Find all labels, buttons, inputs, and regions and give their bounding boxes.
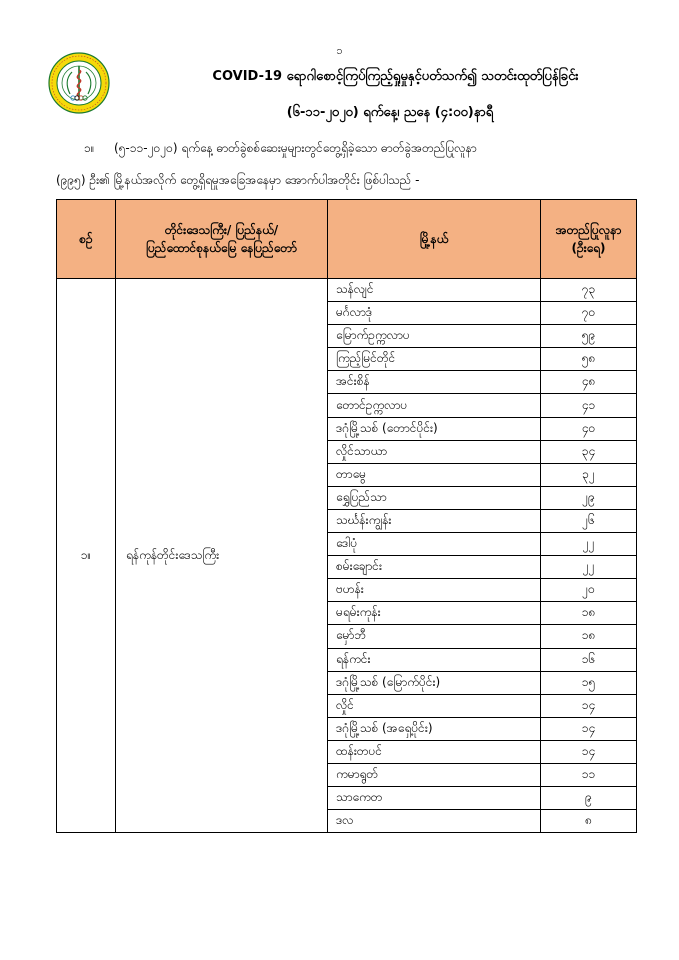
cases-cell: ၂၉ [541,486,637,509]
township-cell: ရန်ကင်း [328,648,541,671]
township-cell: လှိုင် [328,694,541,717]
page-number: ၁ [336,44,343,57]
table-header-row [57,200,637,279]
township-cell: မြောက်ဥက္ကလာပ [328,325,541,348]
paragraph-number: ၁။ [84,141,95,155]
cases-cell: ၅၈ [541,348,637,371]
township-cell: ကမာရွတ် [328,763,541,786]
cases-cell: ၁၆ [541,648,637,671]
header-township: မြို့နယ် [328,200,541,279]
township-cell: ဗဟန်း [328,579,541,602]
cases-cell: ၂၀ [541,579,637,602]
cases-cell: ၄၁ [541,394,637,417]
township-cell: ကြည့်မြင်တိုင် [328,348,541,371]
cases-cell: ၃၂ [541,463,637,486]
township-cell: အင်းစိန် [328,371,541,394]
township-cell: လှိုင်သာယာ [328,440,541,463]
intro-paragraph-line-2: (၉၉၅) ဦး၏ မြို့နယ်အလိုက် တွေ့ရှိရမှုအခြေအနေမှာ အောက်ပါအတိုင်း ဖြစ်ပါသည် - [56,173,420,187]
cases-cell: ၁၄ [541,740,637,763]
serial-cell: ၁။ [57,279,116,833]
township-cell: တာမွေ [328,463,541,486]
table-row [57,279,637,302]
cases-cell: ၁၈ [541,625,637,648]
cases-cell: ၂၂ [541,533,637,556]
township-cell: စမ်းချောင်း [328,556,541,579]
township-cell: မရမ်းကုန်း [328,602,541,625]
cases-cell: ၅၉ [541,325,637,348]
cases-cell: ၁၁ [541,763,637,786]
document-date: (၆-၁၁-၂၀၂၀) ရက်နေ့၊ ညနေ (၄:၀၀)နာရီ [286,105,494,120]
township-cell: ထန်းတပင် [328,740,541,763]
cases-table [56,199,637,833]
header-serial: စဉ် [57,200,116,279]
cases-cell: ၁၅ [541,671,637,694]
township-cell: သာကေတ [328,787,541,810]
intro-paragraph-line-1 [56,140,636,158]
header-cases: အတည်ပြုလူနာ (ဦးရေ) [541,200,637,279]
cases-cell: ၄၈ [541,371,637,394]
cases-cell: ၂၂ [541,556,637,579]
cases-cell: ၁၄ [541,694,637,717]
paragraph-text-1: (၅-၁၁-၂၀၂၀) ရက်နေ့ ဓာတ်ခွဲစစ်ဆေးမှုများတွင်တွေ့ရှိခဲ့သော ဓာတ်ခွဲအတည်ပြုလူနာ [114,141,477,155]
document-title: COVID-19 ရောဂါစောင့်ကြပ်ကြည့်ရှုမှုနှင့်ပတ်သက်၍ သတင်းထုတ်ပြန်ခြင်း [212,69,579,84]
township-cell: မင်္ဂလာဒုံ [328,302,541,325]
township-cell: ဒဂုံမြို့သစ် (အရှေ့ပိုင်း) [328,717,541,740]
cases-cell: ၇၃ [541,279,637,302]
township-cell: ဒဂုံမြို့သစ် (မြောက်ပိုင်း) [328,671,541,694]
header-region: တိုင်းဒေသကြီး/ ပြည်နယ်/ ပြည်ထောင်စုနယ်မြေ နေပြည်တော် [116,200,328,279]
cases-cell: ၂၆ [541,509,637,532]
township-cell: ဒေါပုံ [328,533,541,556]
cases-cell: ၉ [541,787,637,810]
region-cell: ရန်ကုန်တိုင်းဒေသကြီး [116,279,328,833]
township-cell: သင်္ဃန်းကျွန်း [328,509,541,532]
township-cell: သန်လျင် [328,279,541,302]
cases-cell: ၇၀ [541,302,637,325]
township-cell: ဒဂုံမြို့သစ် (တောင်ပိုင်း) [328,417,541,440]
township-cell: ရွှေပြည်သာ [328,486,541,509]
ministry-of-health-logo [48,52,110,114]
cases-cell: ၁၄ [541,717,637,740]
cases-cell: ၁၈ [541,602,637,625]
cases-cell: ၃၄ [541,440,637,463]
cases-cell: ၈ [541,810,637,833]
township-cell: တောင်ဥက္ကလာပ [328,394,541,417]
cases-cell: ၄၀ [541,417,637,440]
township-cell: မှော်ဘီ [328,625,541,648]
township-cell: ဒလ [328,810,541,833]
